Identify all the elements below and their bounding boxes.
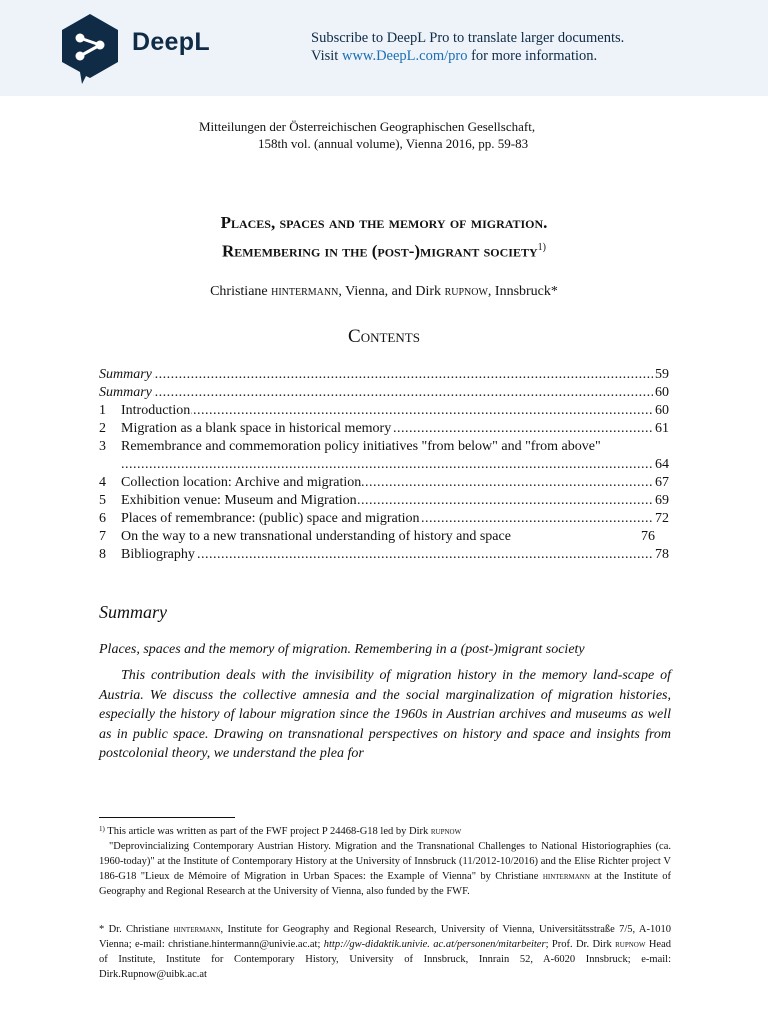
toc-entry[interactable]: [99, 402, 669, 420]
toc-entry-page: 76: [641, 529, 655, 544]
title-text: Remembering in the (post-)migrant society: [222, 241, 538, 261]
toc-entry-number: 3: [99, 439, 106, 454]
footnote-1-name-2: hintermann: [542, 871, 590, 882]
toc-entry-number: 7: [99, 529, 106, 544]
deepl-brand-name: DeepL: [132, 28, 210, 56]
toc-entry-page: 69: [655, 493, 669, 508]
toc-entry[interactable]: [99, 420, 669, 438]
toc-entry-label: Collection location: Archive and migration .....: [121, 474, 669, 492]
footnote-2-text-a: Dr. Christiane: [104, 924, 174, 935]
footnote-1-text-b: "Deprovincializing Contemporary Austrian History. Migration and the Transnational Challenges to National Historiographies (ca. 1960-today)" at the Institute of Contemporary History at the University of Innsbruck (11/2012-10/2016) and the Elise Richter project V 186-G18 "Lieux de Mémoire of Migration in Urban Spaces: the Example of Vienna" by Christiane: [99, 841, 671, 882]
footnote-1-text-a: This article was written as part of the FWF project P 24468-G18 led by Dirk: [104, 826, 431, 837]
author-separator: , Vienna, and Dirk: [338, 284, 445, 299]
journal-line-1: Mitteilungen der Österreichischen Geographischen Gesellschaft,: [199, 119, 536, 134]
author-affiliation-end: , Innsbruck*: [487, 284, 558, 299]
toc-entry[interactable]: [99, 510, 669, 528]
footnote-divider: [99, 817, 235, 818]
footnote-1-mark: 1): [99, 825, 105, 833]
author1-first: Christiane: [210, 284, 272, 299]
footnote-2-mark: *: [99, 924, 105, 935]
upgrade-promo: [311, 29, 624, 65]
toc-entry-leader: [121, 456, 669, 474]
toc-entry-label: Summary .....: [99, 366, 669, 384]
toc-entry[interactable]: [99, 528, 669, 546]
toc-entry-page: 60: [655, 385, 669, 400]
toc-entry-page: 60: [655, 403, 669, 418]
author2-surname: rupnow: [444, 284, 488, 299]
summary-heading: Summary: [99, 602, 167, 622]
toc-entry-label: Places of remembrance: (public) space and migration .....: [121, 510, 669, 528]
footnote-2-text-d: Head of Institute, Institute for Contemporary History, University of Innsbruck, Innrain 52, A-6020 Innsbruck; e-mail: Dirk.Rupnow@uibk.ac.at: [99, 939, 671, 980]
footnote-2-name-2: rupnow: [615, 939, 646, 950]
promo-visit-text: Visit: [311, 48, 342, 64]
footnote-1: [99, 822, 671, 899]
toc-entry[interactable]: [99, 384, 669, 402]
toc-entry-number: 4: [99, 475, 106, 490]
toc-entry-number: 5: [99, 493, 106, 508]
toc-entry-continuation[interactable]: [99, 456, 669, 474]
toc-entry[interactable]: [99, 474, 669, 492]
toc-entry-page: 59: [655, 367, 669, 382]
summary-subtitle: Places, spaces and the memory of migration. Remembering in a (post-)migrant society: [99, 642, 585, 657]
deepl-banner: [0, 0, 768, 96]
toc-entry-page: 61: [655, 421, 669, 436]
deepl-pro-link[interactable]: www.DeepL.com/pro: [341, 48, 468, 64]
footnote-2: [99, 922, 671, 982]
toc-entry-number: 8: [99, 547, 106, 562]
summary-paragraph: This contribution deals with the invisibility of migration history in the memory land-scape of Austria. We discuss the collective amnesia and the social marginalization of migration histories, especially the history of labour migration since the 1960s in Austrian archives and museums as well as in public space. Drawing on transnational perspectives on history and space and insights from postcolonial theory, we understand the plea for: [99, 668, 671, 761]
author1-surname: hintermann: [271, 284, 339, 299]
footnote-1-text-c: at the Institute of Geography and Regional Research at the University of Vienna, also funded by the FWF.: [99, 871, 671, 897]
toc-entry-label: Migration as a blank space in historical memory .....: [121, 420, 669, 438]
promo-info-text: for more information.: [467, 48, 598, 64]
footnote-2-name-1: hintermann: [173, 924, 221, 935]
deepl-logo-icon: [58, 12, 122, 84]
table-of-contents: [99, 366, 669, 564]
toc-entry-page: 67: [655, 475, 669, 490]
journal-line-2: 158th vol. (annual volume), Vienna 2016, pp. 59-83: [258, 136, 529, 151]
article-title-line-1: Places, spaces and the memory of migration.: [220, 213, 548, 232]
toc-entry-number: 1: [99, 403, 106, 418]
toc-entry-number: 2: [99, 421, 106, 436]
toc-entry-label: Introduction .....: [121, 402, 669, 420]
footnote-2-text-b: , Institute for Geography and Regional Research, University of Vienna, Universitätsstraße 7/5, A-1010 Vienna; e-mail: christiane.hintermann@univie.ac.at;: [99, 924, 671, 950]
toc-entry-page: 64: [655, 457, 669, 472]
author-line: [0, 284, 768, 300]
toc-entry-label: Exhibition venue: Museum and Migration .....: [121, 492, 669, 510]
toc-entry-label: Remembrance and commemoration policy initiatives "from below" and "from above": [121, 439, 601, 454]
footnote-2-text-c: ; Prof. Dr. Dirk: [545, 939, 616, 950]
promo-line-1: Subscribe to DeepL Pro to translate larger documents.: [311, 30, 625, 46]
toc-entry[interactable]: [99, 366, 669, 384]
footnote-2-url[interactable]: http://gw-didaktik.univie. ac.at/personen/mitarbeiter: [323, 939, 546, 950]
toc-entry[interactable]: [99, 546, 669, 564]
toc-entry-page: 78: [655, 547, 669, 562]
toc-entry[interactable]: [99, 492, 669, 510]
toc-entry-label: Summary .....: [99, 384, 669, 402]
toc-entry-label: On the way to a new transnational understanding of history and space: [121, 529, 511, 544]
title-footnote-mark: 1): [537, 242, 546, 253]
toc-entry-number: 6: [99, 511, 106, 526]
toc-entry-label: Bibliography .....: [121, 546, 669, 564]
article-title-line-2: [0, 235, 768, 264]
contents-heading: Contents: [348, 326, 420, 347]
promo-line-2: [311, 47, 624, 65]
toc-entry-page: 72: [655, 511, 669, 526]
toc-entry[interactable]: [99, 438, 669, 456]
footnote-1-name-1: rupnow: [430, 826, 462, 837]
